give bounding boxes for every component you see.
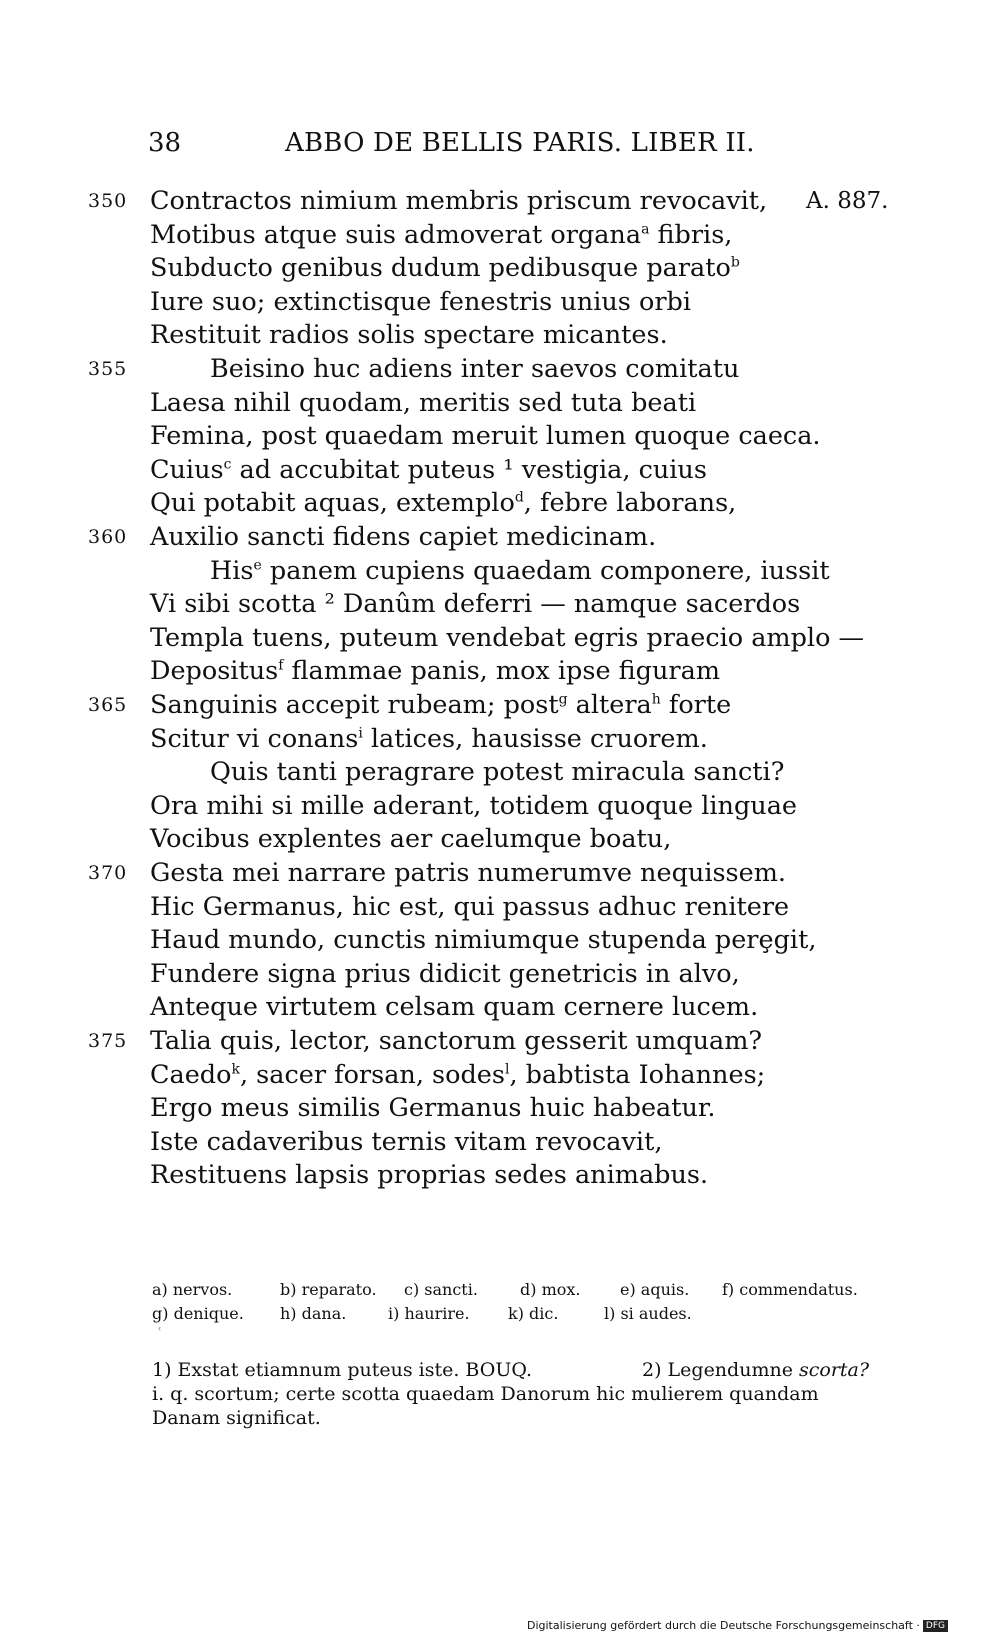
verse-text: [150, 724, 708, 754]
verse-text-main: Vocibus explentes aer caelumque boatu,: [150, 824, 672, 855]
footnote-marker: c: [223, 456, 232, 473]
variant-g: g) denique.: [152, 1304, 244, 1323]
footnote-1: 1) Exstat etiamnum puteus iste. BOUQ.: [152, 1359, 533, 1381]
verse-text-continued: panem cupiens quaedam componere, iussit: [261, 555, 830, 586]
verse-text-continued: forte: [660, 690, 732, 720]
verse-text: [150, 1127, 662, 1157]
page-number: 38: [148, 128, 182, 158]
verse-line: [0, 925, 1000, 959]
verse-line: [0, 220, 1000, 254]
verse-text: [150, 522, 656, 552]
verse-text-main: Scitur vi conans: [150, 723, 359, 754]
verse-line: [0, 522, 1000, 556]
footnote-2-italic: scorta?: [798, 1359, 870, 1381]
line-number: 375: [88, 1030, 128, 1052]
verse-line: [0, 656, 1000, 690]
verse-text: [150, 253, 740, 283]
footnote-marker: e: [253, 557, 262, 574]
verse-text: [150, 186, 767, 216]
footnote-marker: g: [558, 691, 568, 708]
verse-line: [0, 959, 1000, 993]
verse-line: [0, 791, 1000, 825]
verse-text-main: Cuius: [150, 454, 224, 485]
verse-text: [150, 992, 758, 1022]
verse-text: [210, 757, 784, 787]
footnote-2-continued: i. q. scortum; certe scotta quaedam Danorum hic mulierem quandam: [152, 1383, 819, 1405]
verse-text-main: Ergo meus similis Germanus huic habeatur.: [150, 1093, 716, 1124]
verse-text: [210, 354, 739, 384]
verse-text: [150, 892, 789, 922]
verse-text-continued: altera: [567, 690, 652, 720]
variant-b: b) reparato.: [280, 1280, 377, 1299]
verse-text-main: Restituit radios solis spectare micantes.: [150, 320, 668, 351]
dfg-logo: DFG: [923, 1620, 948, 1632]
verse-text-main: Ora mihi si mille aderant, totidem quoque linguae: [150, 790, 798, 821]
verse-text-main: Caedo: [150, 1059, 232, 1090]
variant-a: a) nervos.: [152, 1280, 233, 1299]
verse-text-main: Haud mundo, cunctis nimiumque stupenda perȩgit,: [150, 925, 817, 956]
verse-line: [0, 623, 1000, 657]
verse-text-continued: ad accubitat puteus ¹ vestigia, cuius: [231, 454, 707, 485]
verse-line: [0, 421, 1000, 455]
verse-text-main: Fundere signa prius didicit genetricis in alvo,: [150, 958, 740, 989]
verse-text-main: Iste cadaveribus ternis vitam revocavit,: [150, 1126, 663, 1157]
verse-text: [150, 656, 720, 686]
verse-text: [150, 925, 816, 955]
verse-text-continued: , babtista Iohannes;: [509, 1059, 766, 1090]
verse-line: [0, 757, 1000, 791]
verse-line: [0, 1093, 1000, 1127]
verse-text: [150, 1160, 708, 1190]
line-number: 350: [88, 190, 128, 212]
verse-text: [150, 320, 668, 350]
verse-text-main: Gesta mei narrare patris numerumve nequissem.: [150, 858, 787, 888]
verse-text: [150, 287, 691, 317]
verse-text-continued: flammae panis, mox ipse figuram: [283, 656, 720, 687]
verse-text-main: Contractos nimium membris priscum revocavit,: [150, 186, 768, 216]
verse-text: [150, 1060, 765, 1090]
verse-text: [150, 388, 696, 418]
variant-h: h) dana.: [280, 1304, 347, 1323]
verse-text-main: Hic Germanus, hic est, qui passus adhuc renitere: [150, 891, 790, 922]
verse-text-main: Auxilio sancti fidens capiet medicinam.: [150, 522, 657, 552]
line-number: 360: [88, 526, 128, 548]
verse-text-main: His: [210, 555, 254, 586]
year-marginal-note: A. 887.: [806, 188, 889, 214]
verse-text: [150, 690, 731, 720]
verse-text: [150, 1026, 762, 1056]
verse-line: [0, 992, 1000, 1026]
variant-c: c) sancti.: [404, 1280, 478, 1299]
line-number: 370: [88, 862, 128, 884]
verse-text-main: Iure suo; extinctisque fenestris unius orbi: [150, 286, 692, 317]
verse-line: [0, 824, 1000, 858]
verse-text-continued: , sacer forsan, sodes: [239, 1059, 505, 1090]
verse-text: [210, 556, 830, 586]
verse-text-main: Sanguinis accepit rubeam; post: [150, 690, 559, 720]
verse-line: [0, 388, 1000, 422]
verse-line: [0, 287, 1000, 321]
verse-text: [150, 1093, 715, 1123]
running-title: ABBO DE BELLIS PARIS. LIBER II.: [285, 128, 755, 158]
footnote-2-text: 2) Legendumne: [642, 1359, 799, 1381]
footnote-row: [152, 1406, 912, 1430]
footnotes: [152, 1358, 912, 1430]
credit-text: Digitalisierung gefördert durch die Deutsche Forschungsgemeinschaft ·: [526, 1619, 920, 1632]
verse-text: [150, 488, 736, 518]
footnote-marker: i: [358, 725, 363, 742]
variant-k: k) dic.: [508, 1304, 559, 1323]
line-number: 365: [88, 694, 128, 716]
verse-text-main: Talia quis, lector, sanctorum gesserit umquam?: [150, 1026, 763, 1056]
verse-line: [0, 556, 1000, 590]
verse-text: [150, 589, 800, 619]
verse-text-main: Anteque virtutem celsam quam cernere lucem.: [150, 992, 759, 1023]
verse-line: [0, 186, 1000, 220]
verse-text-main: Laesa nihil quodam, meritis sed tuta beati: [150, 387, 697, 418]
footnote-marker: a: [641, 221, 650, 238]
verse-text: [150, 220, 732, 250]
digitization-credit: [527, 1619, 948, 1632]
verse-text: [150, 858, 786, 888]
variant-l: l) si audes.: [604, 1304, 692, 1323]
variant-i: i) haurire.: [388, 1304, 470, 1323]
variant-d: d) mox.: [520, 1280, 581, 1299]
verse-text: [150, 421, 821, 451]
verse-text: [150, 791, 797, 821]
verse-line: [0, 1127, 1000, 1161]
verse-line: [0, 1160, 1000, 1194]
verse-text-continued: fibris,: [649, 219, 733, 250]
verse-line: [0, 320, 1000, 354]
footnote-marker: h: [651, 691, 661, 708]
verse-text-main: Subducto genibus dudum pedibusque parato: [150, 253, 731, 284]
line-number: 355: [88, 358, 128, 380]
footnote-marker: d: [514, 489, 524, 506]
verse-line: [0, 354, 1000, 388]
verse-text: [150, 623, 864, 653]
page-header: [0, 128, 1000, 168]
verse-text-main: Vi sibi scotta ² Danûm deferri — namque sacerdos: [150, 589, 801, 620]
verse-line: [0, 858, 1000, 892]
footnote-marker: b: [730, 254, 740, 271]
verse-text-main: Restituens lapsis proprias sedes animabus.: [150, 1160, 709, 1191]
verse-text: [150, 455, 707, 485]
verse-line: [0, 589, 1000, 623]
verse-text-main: Quis tanti peragrare potest miracula sancti?: [210, 757, 785, 788]
verse-line: [0, 488, 1000, 522]
verse-text-continued: , febre laborans,: [523, 488, 737, 519]
verse-text-main: Depositus: [150, 656, 279, 687]
verse-text-main: Beisino huc adiens inter saevos comitatu: [210, 354, 740, 384]
footnote-row: [152, 1358, 912, 1382]
verse-line: [0, 455, 1000, 489]
verse-text-main: Qui potabit aquas, extemplo: [150, 488, 515, 519]
verse-text-main: Templa tuens, puteum vendebat egris praecio amplo —: [150, 622, 865, 653]
verse-text-main: Femina, post quaedam meruit lumen quoque caeca.: [150, 421, 821, 452]
verse-text-main: Motibus atque suis admoverat organa: [150, 219, 642, 250]
variant-f: f) commendatus.: [722, 1280, 858, 1299]
verse-line: [0, 690, 1000, 724]
footnote-row: [152, 1382, 912, 1406]
footnote-2-end: Danam significat.: [152, 1407, 321, 1429]
footnote-marker: l: [504, 1061, 510, 1078]
footnote-marker: f: [278, 657, 284, 674]
footnote-2: [642, 1358, 869, 1382]
verse-line: [0, 1060, 1000, 1094]
verse-line: [0, 1026, 1000, 1060]
verse-text-continued: latices, hausisse cruorem.: [362, 723, 708, 754]
verse-text: [150, 824, 671, 854]
stray-mark: ʿ: [158, 1326, 162, 1341]
verse-line: [0, 724, 1000, 758]
verse-line: [0, 253, 1000, 287]
variant-e: e) aquis.: [620, 1280, 690, 1299]
footnote-marker: k: [231, 1061, 240, 1078]
verse-line: [0, 892, 1000, 926]
verse-text: [150, 959, 740, 989]
